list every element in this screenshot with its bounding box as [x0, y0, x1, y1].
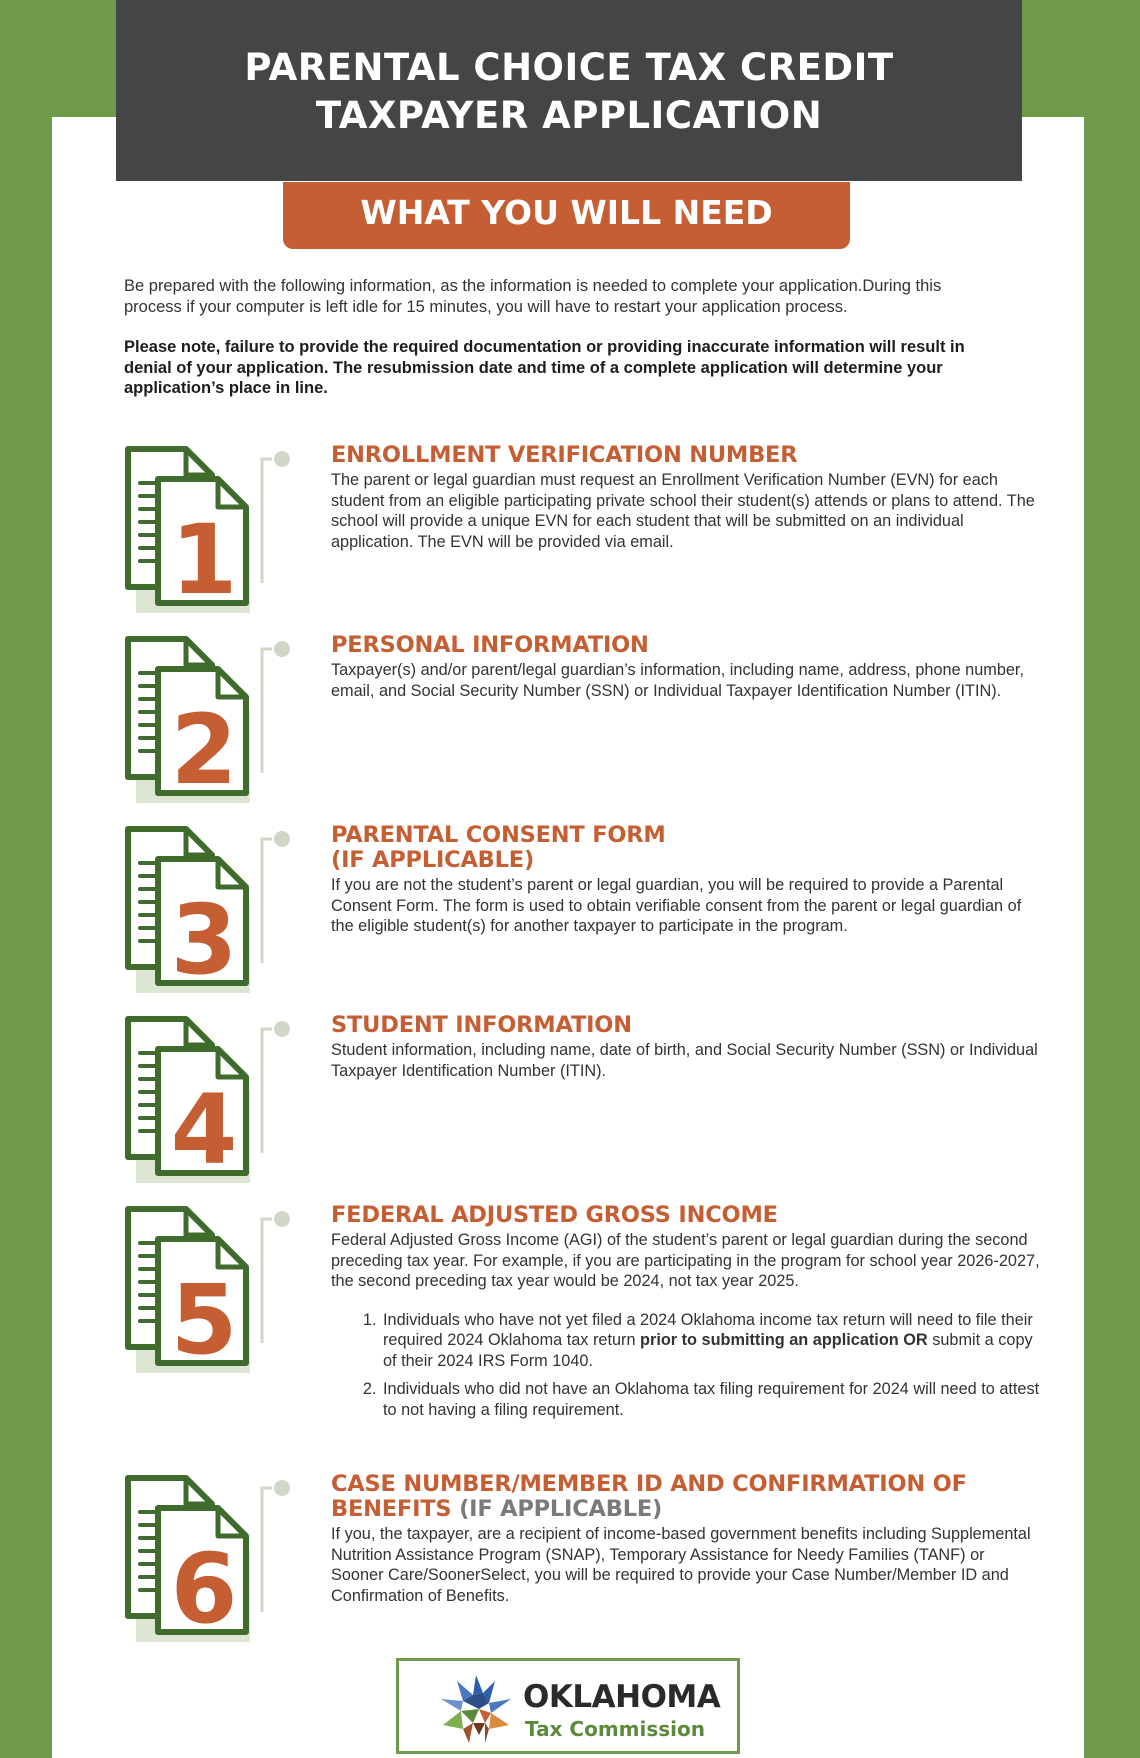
step-number: 4 — [170, 1074, 238, 1186]
step-text: The parent or legal guardian must request an Enrollment Verification Number (EVN) for each student from an eligible participating private school their student(s) attends or plans to attend. The school will provide a unique EVN for each student that will be submitted on an individual application. The EVN will be provided via email. — [331, 471, 1035, 551]
document-icon — [122, 823, 312, 998]
document-icon — [122, 1203, 312, 1378]
document-icon — [122, 443, 312, 618]
step-title: CASE NUMBER/MEMBER ID AND CONFIRMATION OF BENEFITS (IF APPLICABLE) — [331, 1471, 967, 1522]
intro-warning: Please note, failure to provide the required documentation or providing inaccurate information will result in denial of your application. The resubmission date and time of a complete application will determine your application’s place in line. — [124, 338, 965, 397]
step-title: FEDERAL ADJUSTED GROSS INCOME — [331, 1202, 778, 1228]
title-line-1: PARENTAL CHOICE TAX CREDIT — [244, 46, 894, 89]
step-text: Federal Adjusted Gross Income (AGI) of the student’s parent or legal guardian during the second preceding tax year. For example, if you are participating in the program for school year 2026-2027, the second preceding tax year would be 2024, not tax year 2025. — [331, 1231, 1040, 1290]
logo-subtitle: Tax Commission — [525, 1717, 706, 1741]
logo-title: OKLAHOMA — [523, 1679, 721, 1715]
step-text: Student information, including name, date of birth, and Social Security Number (SSN) or Individual Taxpayer Identification Number (ITIN). — [331, 1041, 1038, 1080]
step-title: PERSONAL INFORMATION — [331, 632, 649, 658]
document-icon — [122, 1013, 312, 1188]
step-title: ENROLLMENT VERIFICATION NUMBER — [331, 442, 798, 468]
step-subtitle: (IF APPLICABLE) — [331, 847, 535, 873]
intro — [124, 276, 994, 419]
step-number: 3 — [170, 884, 238, 996]
star-logo-icon — [433, 1673, 519, 1745]
section-subtitle: WHAT YOU WILL NEED — [283, 182, 850, 249]
step-text: If you, the taxpayer, are a recipient of income-based government benefits including Supplemental Nutrition Assistance Program (SNAP), Temporary Assistance for Needy Families (TANF) or Sooner Care/SoonerSelect, you will be required to provide your Case Number/Member ID and Confirmation of Benefits. — [331, 1525, 1031, 1605]
step-text: Taxpayer(s) and/or parent/legal guardian’s information, including name, address, phone number, email, and Social Security Number (SSN) or Individual Taxpayer Identification Number (ITIN). — [331, 661, 1024, 700]
list-item: 1. Individuals who have not yet filed a 2024 Oklahoma income tax return will need to file their required 2024 Oklahoma tax return prior to submitting an application OR submit a copy of their 2024 IRS Form 1040. — [381, 1310, 1041, 1372]
page-title — [116, 0, 1022, 181]
step-title: STUDENT INFORMATION — [331, 1012, 632, 1038]
step-title: PARENTAL CONSENT FORM — [331, 822, 666, 848]
title-line-2: TAXPAYER APPLICATION — [315, 94, 823, 137]
step-number: 1 — [170, 504, 238, 616]
document-icon — [122, 633, 312, 808]
step-number: 2 — [170, 694, 238, 806]
oklahoma-tax-commission-logo — [396, 1658, 740, 1754]
step-number: 6 — [170, 1533, 238, 1645]
step-text: If you are not the student’s parent or legal guardian, you will be required to provide a Parental Consent Form. The form is used to obtain verifiable consent from the parent or legal guardian of the eligible student(s) for another taxpayer to participate in the program. — [331, 876, 1022, 935]
step-number: 5 — [170, 1264, 238, 1376]
intro-paragraph: Be prepared with the following information, as the information is needed to complete your application.During this process if your computer is left idle for 15 minutes, you will have to restart your application process. — [124, 277, 942, 316]
document-icon — [122, 1472, 312, 1647]
list-item: 2. Individuals who did not have an Oklahoma tax filing requirement for 2024 will need to attest to not having a filing requirement. — [381, 1379, 1041, 1420]
step-list — [331, 1310, 1041, 1421]
